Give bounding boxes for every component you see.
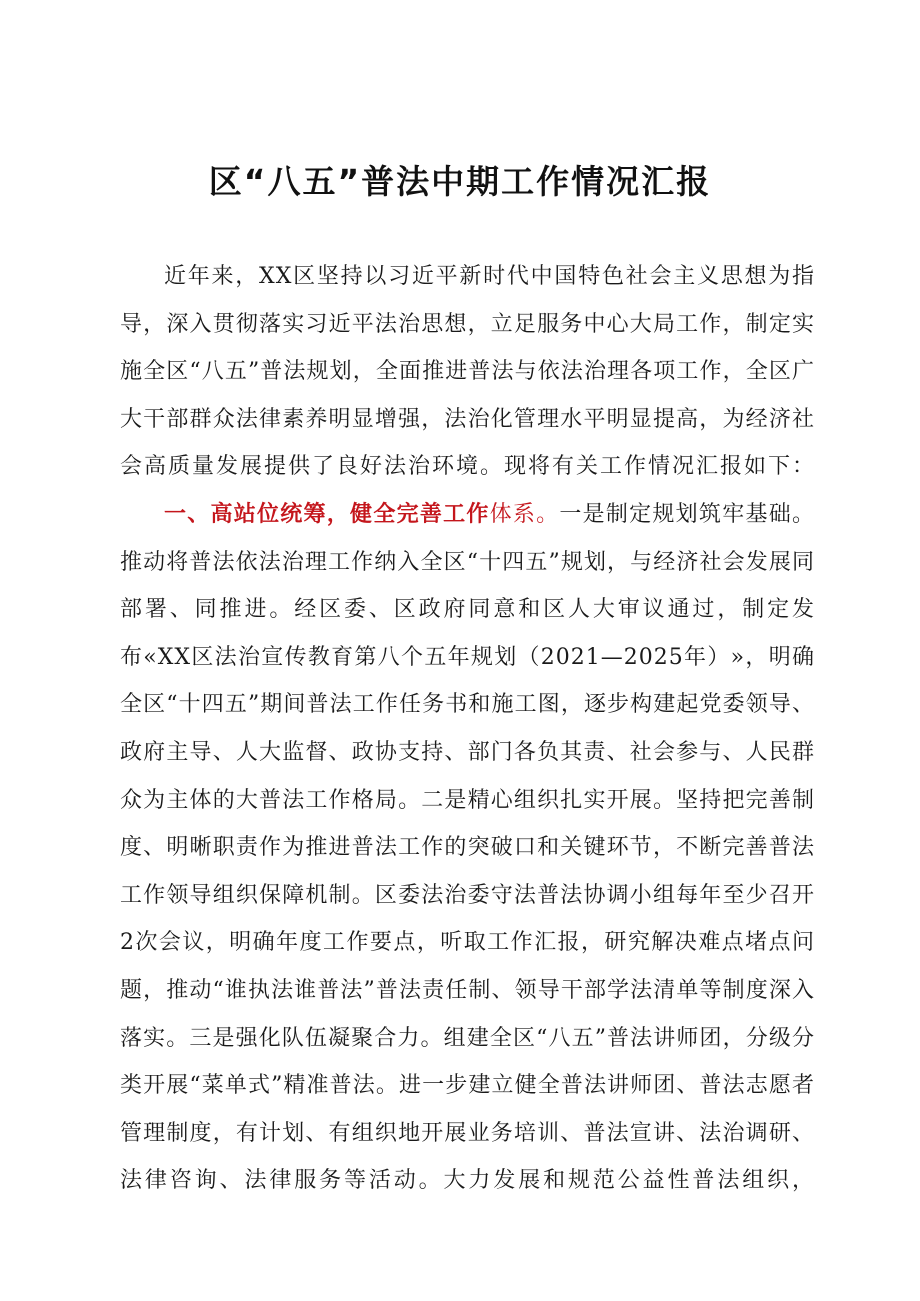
section-1-heading-tail: 体系。	[489, 501, 560, 527]
intro-paragraph: 近年来，XX区坚持以习近平新时代中国特色社会主义思想为指导，深入贯彻落实习近平法治思想，立足服务中心大局工作，制定实施全区“八五”普法规划，全面推进普法与依法治理各项工作，全区广大干部群众法律素养明显增强，法治化管理水平明显提高，为经济社会高质量发展提供了良好法治环境。现将有关工作情况汇报如下：	[120, 264, 815, 480]
document-body	[120, 253, 815, 1205]
document-title: 区“八五”普法中期工作情况汇报	[208, 162, 712, 201]
section-1-heading: 一、高站位统筹，健全完善工作	[164, 501, 490, 527]
section-1-paragraph	[120, 491, 815, 1205]
section-1-body: 一是制定规划筑牢基础。推动将普法依法治理工作纳入全区“十四五”规划，与经济社会发展同部署、同推进。经区委、区政府同意和区人大审议通过，制定发布«XX区法治宣传教育第八个五年规划（2021—2025年）»，明确全区“十四五”期间普法工作任务书和施工图，逐步构建起党委领导、政府主导、人大监督、政协支持、部门各负其责、社会参与、人民群众为主体的大普法工作格局。二是精心组织扎实开展。坚持把完善制度、明晰职责作为推进普法工作的突破口和关键环节，不断完善普法工作领导组织保障机制。区委法治委守法普法协调小组每年至少召开2次会议，明确年度工作要点，听取工作汇报，研究解决难点堵点问题，推动“谁执法谁普法”普法责任制、领导干部学法清单等制度深入落实。三是强化队伍凝聚合力。组建全区“八五”普法讲师团，分级分类开展“菜单式”精准普法。进一步建立健全普法讲师团、普法志愿者管理制度，有计划、有组织地开展业务培训、普法宣讲、法治调研、法律咨询、法律服务等活动。大力发展和规范公益性普法组织，	[120, 501, 815, 1194]
